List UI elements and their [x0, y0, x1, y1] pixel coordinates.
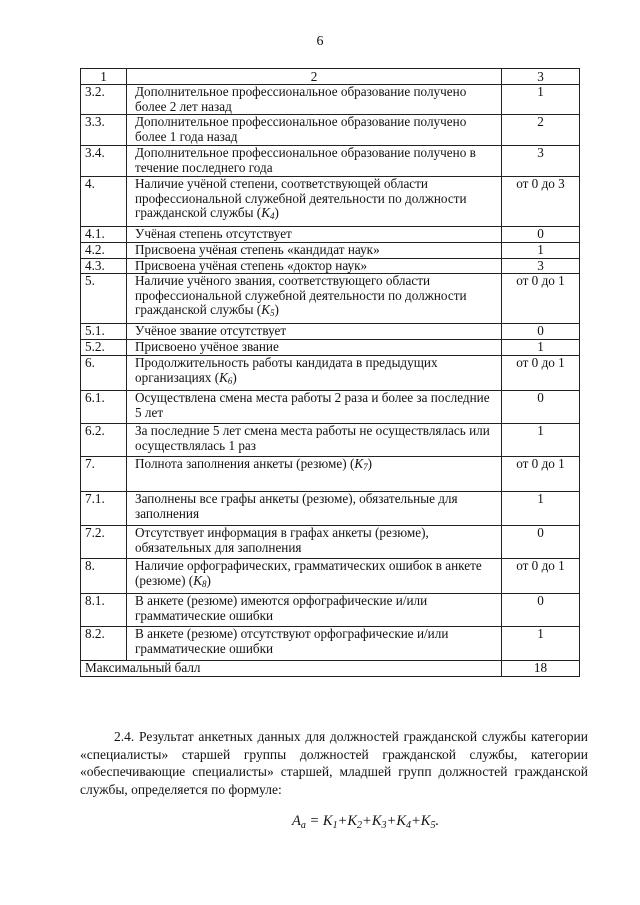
criterion-text: Дополнительное профессиональное образование получено более 1 года назад	[135, 114, 467, 144]
row-score: 1	[502, 85, 580, 115]
coefficient-symbol: К	[193, 572, 202, 588]
formula-equals: =	[305, 813, 323, 829]
table-row	[81, 391, 580, 424]
formula-term-subscript: 1	[332, 820, 338, 831]
row-criterion	[127, 526, 502, 559]
row-number: 7.	[81, 457, 127, 492]
row-number: 5.1.	[81, 324, 127, 340]
row-criterion	[127, 227, 502, 243]
criterion-text: Учёная степень отсутствует	[135, 226, 292, 241]
row-criterion	[127, 115, 502, 146]
row-criterion	[127, 242, 502, 258]
row-score: 1	[502, 242, 580, 258]
formula-term-subscript: 5	[430, 820, 436, 831]
criterion-text: Присвоена учёная степень «доктор наук»	[135, 257, 368, 273]
row-score: 2	[502, 115, 580, 146]
row-score: 3	[502, 146, 580, 177]
row-criterion: Наличие учёной степени, соответствующей области профессиональной служебной деятельности по должности гражданской службы $(К_4)$	[127, 177, 502, 227]
row-criterion: Полнота заполнения анкеты (резюме) $(К_7)$	[127, 457, 502, 492]
header-col-2: 2	[127, 69, 502, 85]
table-row	[81, 115, 580, 146]
criterion-text: Наличие учёного звания, соответствующего области профессиональной служебной деятельности по должности гражданской службы	[135, 273, 467, 317]
row-number: 4.1.	[81, 227, 127, 243]
table-row	[81, 356, 580, 391]
coefficient-subscript: 5	[269, 308, 275, 318]
formula-lhs-subscript: a	[300, 820, 306, 831]
row-criterion	[127, 492, 502, 526]
table-row	[81, 559, 580, 594]
paragraph-text: 2.4. Результат анкетных данных для должностей гражданской службы категории «специалисты» старшей группы должностей гражданской службы, категории «обеспечивающие специалисты» старшей, младшей групп должностей гражданской службы, определяется по формуле:	[80, 729, 588, 797]
header-col-1: 1	[81, 69, 127, 85]
row-score: 0	[502, 594, 580, 627]
table-row	[81, 324, 580, 340]
row-number: 6.	[81, 356, 127, 391]
total-value: 18	[502, 661, 580, 677]
table-row	[81, 177, 580, 227]
row-score: 1	[502, 340, 580, 356]
formula-end: .	[435, 813, 440, 829]
coefficient-symbol: К	[261, 302, 270, 317]
table-row	[81, 492, 580, 526]
table-row	[81, 627, 580, 661]
row-number: 4.	[81, 177, 127, 227]
row-number: 8.	[81, 559, 127, 594]
table-row	[81, 424, 580, 457]
row-score: от 0 до 3	[502, 177, 580, 227]
formula-term-symbol: K	[322, 813, 333, 829]
formula-operator: +	[362, 813, 372, 829]
row-number: 7.2.	[81, 526, 127, 559]
formula-term-subscript: 2	[357, 820, 363, 831]
table-row	[81, 340, 580, 356]
coefficient-subscript: 6	[227, 375, 233, 386]
row-criterion: Наличие орфографических, грамматических ошибок в анкете (резюме) $(К_8)$	[127, 559, 502, 594]
formula-operator: +	[337, 813, 348, 829]
criterion-text: Присвоено учёное звание	[135, 339, 279, 354]
row-criterion	[127, 85, 502, 115]
criterion-text: Заполнены все графы анкеты (резюме), обязательные для заполнения	[135, 491, 458, 521]
row-number: 6.1.	[81, 391, 127, 424]
formula-operator: +	[386, 813, 397, 829]
row-criterion	[127, 340, 502, 356]
criterion-text: Наличие орфографических, грамматических ошибок в анкете (резюме)	[135, 558, 482, 588]
criterion-text: В анкете (резюме) отсутствуют орфографические и/или грамматические ошибки	[135, 626, 449, 656]
criterion-text: Полнота заполнения анкеты (резюме)	[135, 456, 347, 471]
criterion-text: Дополнительное профессиональное образование получено в течение последнего года	[135, 145, 476, 175]
criterion-text: Дополнительное профессиональное образование получено более 2 лет назад	[135, 84, 467, 114]
total-label: Максимальный балл	[81, 661, 502, 677]
table-row	[81, 457, 580, 492]
row-number: 5.2.	[81, 340, 127, 356]
row-number: 3.4.	[81, 146, 127, 177]
coefficient-symbol: К	[354, 456, 364, 471]
row-score: 0	[502, 227, 580, 243]
row-score: от 0 до 1	[502, 559, 580, 594]
criterion-text: Осуществлена смена места работы 2 раза и более за последние 5 лет	[135, 390, 490, 420]
table-row	[81, 594, 580, 627]
formula-term-symbol: K	[420, 813, 431, 829]
table-header-row	[81, 69, 580, 85]
row-score: 3	[502, 258, 580, 274]
criterion-text: За последние 5 лет смена места работы не осуществлялась или осуществлялась 1 раз	[135, 423, 490, 453]
header-col-3: 3	[502, 69, 580, 85]
formula-operator: +	[410, 813, 421, 829]
formula-term-symbol: K	[347, 813, 358, 829]
row-number: 4.2.	[81, 242, 127, 258]
table-row	[81, 258, 580, 274]
formula-term-symbol: K	[396, 813, 406, 829]
row-number: 4.3.	[81, 258, 127, 274]
row-score: от 0 до 1	[502, 274, 580, 324]
table-row	[81, 146, 580, 177]
row-criterion	[127, 391, 502, 424]
row-number: 7.1.	[81, 492, 127, 526]
criterion-text: Отсутствует информация в графах анкеты (резюме), обязательных для заполнения	[135, 525, 429, 555]
row-criterion: Продолжительность работы кандидата в предыдущих организациях $(К_6)$	[127, 356, 502, 391]
row-score: 0	[502, 324, 580, 340]
row-number: 3.3.	[81, 115, 127, 146]
row-score: от 0 до 1	[502, 356, 580, 391]
criterion-text: Продолжительность работы кандидата в предыдущих организациях	[135, 355, 438, 385]
total-row	[81, 661, 580, 677]
table-row	[81, 242, 580, 258]
row-criterion	[127, 627, 502, 661]
formula-term-subscript: 4	[405, 820, 411, 831]
table-row	[81, 526, 580, 559]
row-score: 1	[502, 424, 580, 457]
row-number: 5.	[81, 274, 127, 324]
row-number: 3.2.	[81, 85, 127, 115]
formula-term-symbol: K	[371, 813, 382, 829]
row-criterion	[127, 146, 502, 177]
row-number: 8.1.	[81, 594, 127, 627]
table-row	[81, 85, 580, 115]
formula-term-subscript: 3	[381, 820, 387, 831]
coefficient-symbol: К	[219, 369, 228, 385]
coefficient-subscript: 4	[269, 211, 275, 221]
row-score: 1	[502, 492, 580, 526]
row-number: 8.2.	[81, 627, 127, 661]
table-row	[81, 274, 580, 324]
row-criterion	[127, 424, 502, 457]
page-number: 6	[316, 34, 324, 49]
criterion-text: Учёное звание отсутствует	[135, 323, 287, 338]
row-criterion	[127, 324, 502, 340]
coefficient-subscript: 8	[201, 578, 207, 589]
criterion-text: Присвоена учёная степень «кандидат наук»	[135, 241, 380, 257]
criteria-table	[80, 68, 580, 677]
row-score: от 0 до 1	[502, 457, 580, 492]
row-criterion	[127, 594, 502, 627]
row-score: 0	[502, 391, 580, 424]
row-score: 0	[502, 526, 580, 559]
formula-lhs: A	[292, 813, 301, 829]
paragraph-2-4	[80, 728, 588, 798]
coefficient-subscript: 7	[363, 462, 368, 472]
coefficient-symbol: К	[261, 205, 270, 220]
table-row	[81, 227, 580, 243]
row-criterion: Наличие учёного звания, соответствующего области профессиональной служебной деятельности по должности гражданской службы $(К_5)$	[127, 274, 502, 324]
row-score: 1	[502, 627, 580, 661]
row-number: 6.2.	[81, 424, 127, 457]
criterion-text: В анкете (резюме) имеются орфографические и/или грамматические ошибки	[135, 593, 428, 623]
formula	[292, 813, 439, 831]
row-criterion	[127, 258, 502, 274]
criterion-text: Наличие учёной степени, соответствующей области профессиональной служебной деятельности по должности гражданской службы	[135, 176, 467, 220]
